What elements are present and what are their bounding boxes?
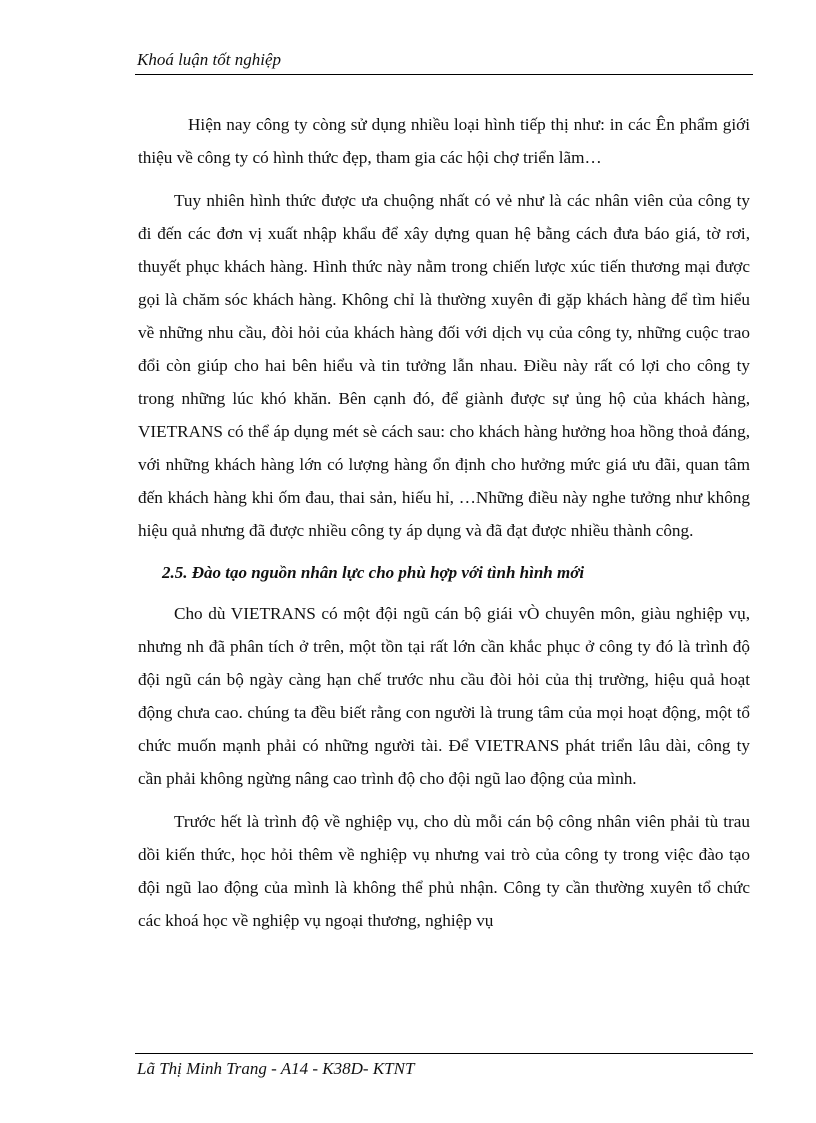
paragraph-staff-quality: Cho dù VIETRANS có một đội ngũ cán bộ giái vÒ chuyên môn, giàu nghiệp vụ, nhưng nh đã phân tích ở trên, một tồn tại rất lớn cần khắc phục ở công ty đó là trình độ đội ngũ cán bộ ngày càng hạn chế trước nhu cầu đòi hỏi của thị trường, hiệu quả hoạt động chưa cao. chúng ta đều biết rằng con người là trung tâm của mọi hoạt động, một tổ chức muốn mạnh phải có những người tài. Để VIETRANS phát triển lâu dài, công ty cần phải không ngừng nâng cao trình độ cho đội ngũ lao động của mình. <box>138 604 750 788</box>
header-divider <box>135 74 753 75</box>
page-footer-author: Lã Thị Minh Trang - A14 - K38D- KTNT <box>137 1059 415 1078</box>
paragraph-customer-care: Tuy nhiên hình thức được ưa chuộng nhất có vẻ như là các nhân viên của công ty đi đến các đơn vị xuất nhập khẩu để xây dựng quan hệ bằng cách đưa báo giá, tờ rơi, thuyết phục khách hàng. Hình thức này nằm trong chiến lược xúc tiến thương mại được gọi là chăm sóc khách hàng. Không chỉ là thường xuyên đi gặp khách hàng để tìm hiểu về những nhu cầu, đòi hỏi của khách hàng đối với dịch vụ của công ty, những cuộc trao đổi còn giúp cho hai bên hiểu và tin tưởng lẫn nhau. Điều này rất có lợi cho công ty trong những lúc khó khăn. Bên cạnh đó, để giành được sự ủng hộ của khách hàng, VIETRANS có thể áp dụng mét sè cách sau: cho khách hàng hưởng hoa hồng thoả đáng, với những khách hàng lớn có lượng hàng ổn định cho hưởng mức giá ưu đãi, quan tâm đến khách hàng khi ốm đau, thai sản, hiếu hỉ, …Những điều này nghe tưởng như không hiệu quả nhưng đã được nhiều công ty áp dụng và đã đạt được nhiều thành công. <box>138 191 750 540</box>
paragraph-training: Trước hết là trình độ về nghiệp vụ, cho dù mỗi cán bộ công nhân viên phải tù trau dồi kiến thức, học hỏi thêm về nghiệp vụ nhưng vai trò của công ty trong việc đào tạo đội ngũ lao động của mình là không thể phủ nhận. Công ty cần thường xuyên tổ chức các khoá học về nghiệp vụ ngoại thương, nghiệp vụ <box>138 812 750 930</box>
footer-divider <box>135 1053 753 1054</box>
section-heading: 2.5. Đào tạo nguồn nhân lực cho phù hợp với tình hình mới <box>162 563 585 582</box>
paragraph-marketing-types: Hiện nay công ty còng sử dụng nhiều loại hình tiếp thị như: in các Ên phẩm giới thiệu về công ty có hình thức đẹp, tham gia các hội chợ triển lãm… <box>138 115 750 167</box>
page-header-title: Khoá luận tốt nghiệp <box>137 50 282 69</box>
document-body <box>138 108 750 937</box>
